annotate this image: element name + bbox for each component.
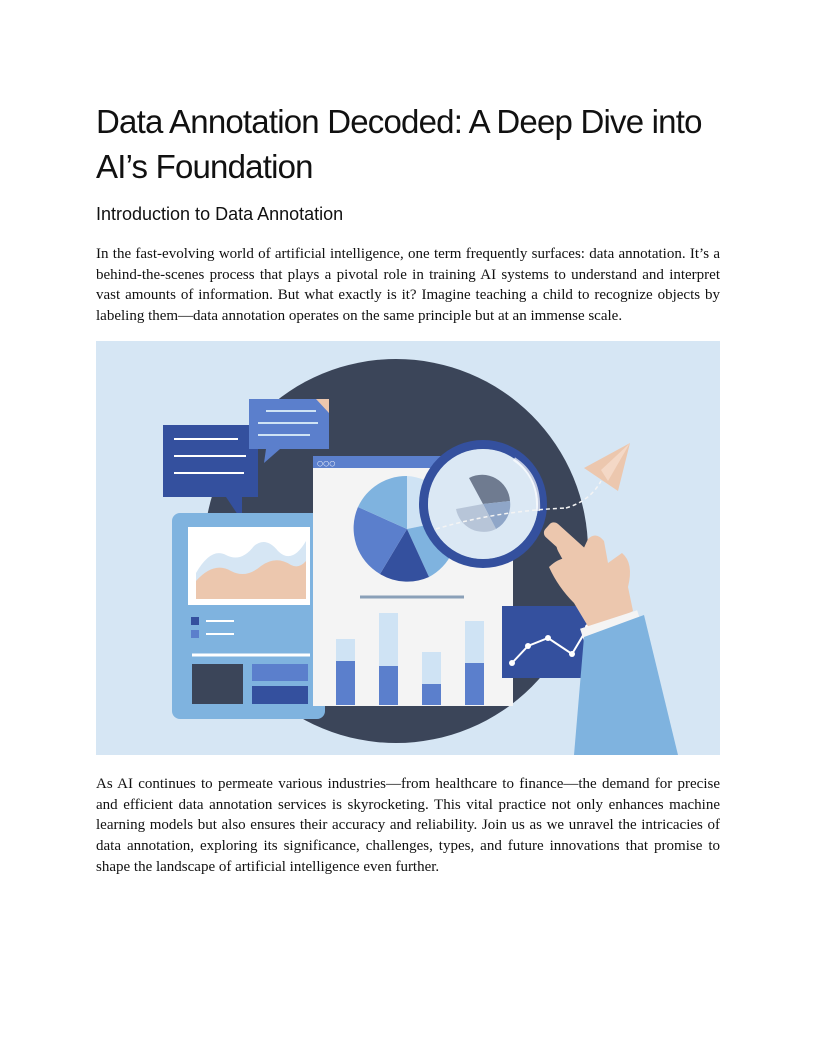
intro-paragraph: In the fast-evolving world of artificial intelligence, one term frequently surfaces: data annotation. It’s a behind-the-scenes process that plays a pivotal role in training AI systems to understand and interpret vast amounts of information. But what exactly is it? Imagine teaching a child to recognize objects by labeling them—data annotation operates on the same principle but at an immense scale. (96, 246, 720, 325)
dashboard-card (172, 513, 325, 719)
second-paragraph: As AI continues to permeate various industries—from healthcare to finance—the demand for precise and efficient data annotation services is skyrocketing. This vital practice not only enhances machine learning models but also ensures their accuracy and reliability. Join us as we unravel the intricacies of data annotation, exploring its significance, challenges, types, and future innovations that promise to shape the landscape of artificial intelligence even further. (96, 775, 720, 875)
document-page (96, 96, 720, 877)
article-title: Data Annotation Decoded: A Deep Dive into AI’s Foundation (96, 103, 702, 185)
window-dots-icon: ○○○ (317, 459, 336, 468)
line-chart-panel (502, 606, 594, 678)
data-analysis-illustration (96, 341, 720, 755)
section-heading: Introduction to Data Annotation (96, 204, 344, 224)
